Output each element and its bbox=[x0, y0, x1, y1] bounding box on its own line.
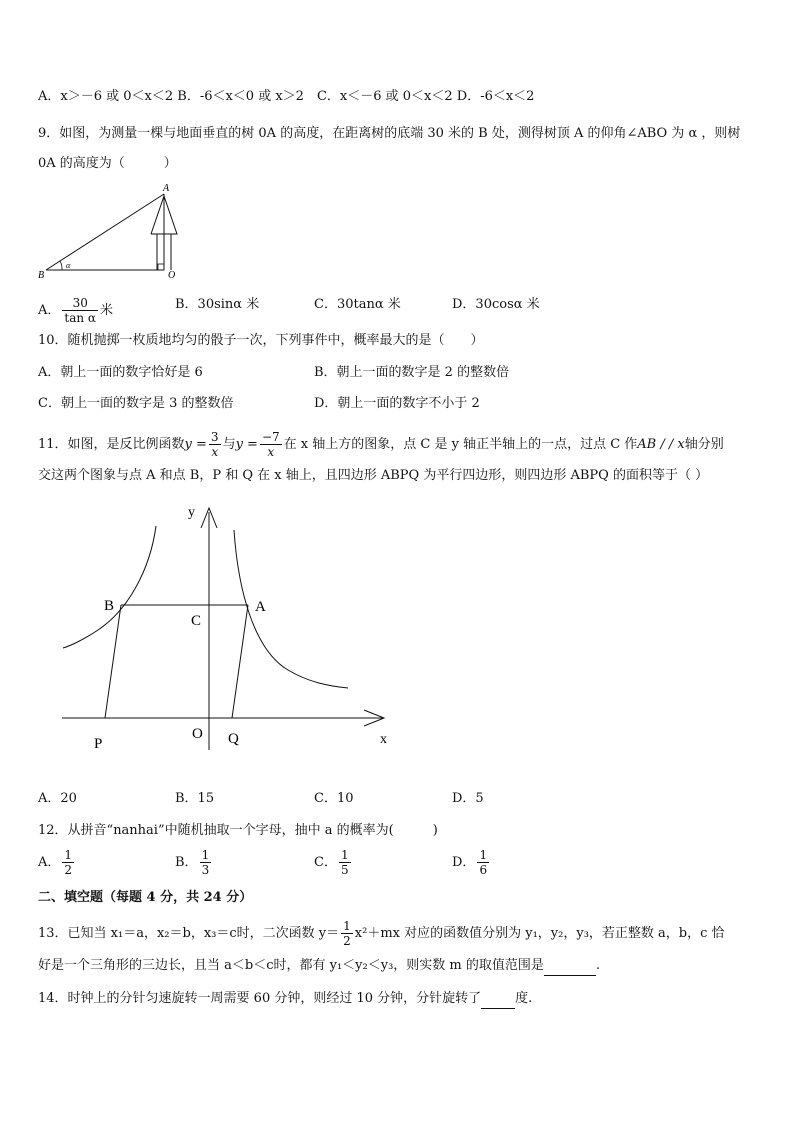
q11-hyperbola-figure bbox=[58, 500, 398, 755]
q11-label-a: A bbox=[255, 599, 266, 615]
q9-stem-line1: 9．如图，为测量一棵与地面垂直的树 0A 的高度，在距离树的底端 30 米的 B 处，测得树顶 A 的仰角∠ABO 为 α ，则树 bbox=[38, 126, 741, 141]
q14-answer-blank[interactable] bbox=[481, 990, 515, 1009]
q11-label-c: C bbox=[191, 613, 202, 629]
q10-option-a: A．朝上一面的数字恰好是 6 bbox=[38, 365, 203, 380]
q13-answer-blank[interactable] bbox=[544, 957, 596, 976]
q11-label-b: B bbox=[104, 598, 115, 614]
q9-label-b: B bbox=[38, 270, 45, 281]
q11-option-d: D．5 bbox=[452, 791, 484, 806]
q11-label-o: O bbox=[192, 726, 203, 742]
q12-option-b: B． $\frac{1}{3}$ bbox=[175, 848, 210, 877]
q13-stem-line1: 13．已知当 x₁＝a，x₂＝b，x₃＝c时，二次函数 y＝ $\frac{1}{2}$ x²＋mx 对应的函数值分别为 y₁，y₂，y₃，若正整数 a，b，c 恰 bbox=[38, 919, 725, 948]
q10-stem: 10．随机抛掷一枚质地均匀的骰子一次，下列事件中，概率最大的是（ ） bbox=[38, 333, 484, 348]
q11-option-b: B．15 bbox=[175, 791, 215, 806]
q9-label-o: O bbox=[168, 270, 176, 281]
q9-label-alpha: α bbox=[66, 261, 71, 270]
q11-stem-line1: 11．如图，是反比例函数y = $\frac{3}{x}$ 与y = $\frac{-7}{x}$ 在 x 轴上方的图象，点 C 是 y 轴正半轴上的一点，过点 C 作AB / / x轴分别 bbox=[38, 430, 724, 459]
q10-option-c: C．朝上一面的数字是 3 的整数倍 bbox=[38, 396, 234, 411]
q9-option-d: D．30cosα 米 bbox=[452, 297, 540, 312]
q11-label-q: Q bbox=[228, 731, 239, 747]
q11-option-a: A．20 bbox=[38, 791, 77, 806]
q13-stem-line2: 好是一个三角形的三边长，且当 a＜b＜c时，都有 y₁＜y₂＜y₃，则实数 m 的取值范围是 . bbox=[38, 957, 600, 976]
q12-stem: 12．从拼音“nanhai”中随机抽取一个字母，抽中 a 的概率为( ) bbox=[38, 823, 438, 838]
q9-stem-line2: 0A 的高度为（ ） bbox=[38, 156, 177, 171]
q9-option-c: C．30tanα 米 bbox=[314, 297, 401, 312]
q9-option-b: B．30sinα 米 bbox=[175, 297, 260, 312]
q14-stem: 14．时钟上的分针匀速旋转一周需要 60 分钟，则经过 10 分钟，分针旋转了 度. bbox=[38, 990, 532, 1009]
q10-option-b: B．朝上一面的数字是 2 的整数倍 bbox=[314, 365, 510, 380]
q12-option-a: A． $\frac{1}{2}$ bbox=[38, 848, 73, 877]
q10-option-d: D．朝上一面的数字不小于 2 bbox=[314, 396, 480, 411]
section-title-fill-in: 二、填空题（每题 4 分，共 24 分） bbox=[38, 890, 253, 905]
q11-stem-line2: 交这两个图象与点 A 和点 B，P 和 Q 在 x 轴上，且四边形 ABPQ 为平行四边形，则四边形 ABPQ 的面积等于（ ） bbox=[38, 468, 709, 483]
q12-option-c: C． $\frac{1}{5}$ bbox=[314, 848, 349, 877]
q8-options: A．x＞－6 或 0＜x＜2 B．-6＜x＜0 或 x＞2 C．x＜－6 或 0＜x＜2 D．-6＜x＜2 bbox=[38, 89, 535, 104]
q9-option-a: A． $\frac{30}{\text{tan α}}$ 米 bbox=[38, 296, 114, 325]
q9-triangle-figure bbox=[36, 182, 186, 282]
q11-label-p: P bbox=[94, 736, 103, 752]
q11-option-c: C．10 bbox=[314, 791, 354, 806]
q12-option-d: D． $\frac{1}{6}$ bbox=[452, 848, 488, 877]
q11-axis-x-label: x bbox=[380, 732, 387, 747]
q11-axis-y-label: y bbox=[188, 505, 195, 520]
q9-label-a: A bbox=[163, 183, 170, 194]
